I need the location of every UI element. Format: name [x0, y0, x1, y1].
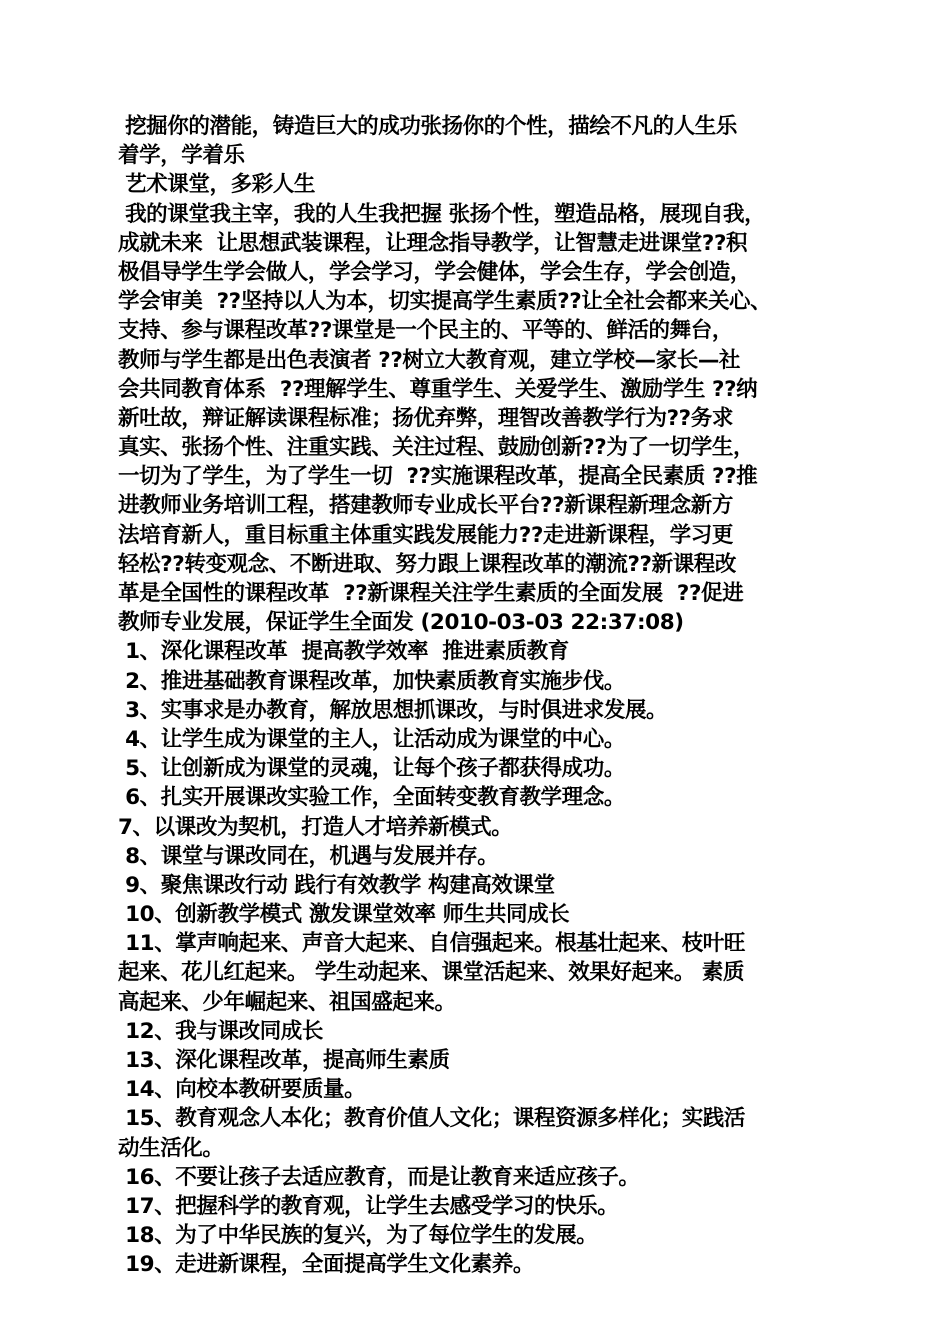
document-page — [118, 112, 830, 1280]
text-line-36: 动生活化。 — [118, 1135, 224, 1161]
text-line-32: 12、我与课改同成长 — [118, 1018, 324, 1044]
text-line-38: 17、把握科学的教育观，让学生去感受学习的快乐。 — [118, 1193, 619, 1219]
text-line-30: 起来、花儿红起来。 学生动起来、课堂活起来、效果好起来。 素质 — [118, 960, 745, 986]
text-line-5: 成就未来 让思想武装课程，让理念指导教学，让智慧走进课堂??积 — [118, 230, 748, 256]
text-line-39: 18、为了中华民族的复兴，为了每位学生的发展。 — [118, 1223, 598, 1249]
text-line-13: 一切为了学生，为了学生一切 ??实施课程改革，提高全民素质 ??推 — [118, 464, 758, 490]
text-line-20: 2、推进基础教育课程改革，加快素质教育实施步伐。 — [118, 668, 625, 694]
text-line-11: 新吐故，辩证解读课程标准；扬优弃弊，理智改善教学行为??务求 — [118, 405, 733, 431]
text-line-24: 6、扎实开展课改实验工作，全面转变教育教学理念。 — [118, 785, 625, 811]
text-line-40: 19、走进新课程，全面提高学生文化素养。 — [118, 1252, 535, 1278]
text-line-26: 8、课堂与课改同在，机遇与发展并存。 — [118, 843, 499, 869]
text-line-7: 学会审美 ??坚持以人为本，切实提高学生素质??让全社会都来关心、 — [118, 289, 772, 315]
text-line-4: 我的课堂我主宰，我的人生我把握 张扬个性，塑造品格，展现自我， — [118, 201, 766, 227]
text-line-21: 3、实事求是办教育，解放思想抓课改，与时俱进求发展。 — [118, 697, 668, 723]
text-line-1: 挖掘你的潜能，铸造巨大的成功张扬你的个性，描绘不凡的人生乐 — [118, 114, 737, 139]
text-line-16: 轻松??转变观念、不断进取、努力跟上课程改革的潮流??新课程改 — [118, 551, 736, 577]
text-line-23: 5、让创新成为课堂的灵魂，让每个孩子都获得成功。 — [118, 756, 625, 782]
text-line-34: 14、向校本教研要质量。 — [118, 1077, 366, 1103]
text-line-17: 革是全国性的课程改革 ??新课程关注学生素质的全面发展 ??促进 — [118, 581, 744, 606]
text-line-29: 11、掌声响起来、声音大起来、自信强起来。根基壮起来、枝叶旺 — [118, 931, 746, 957]
text-line-22: 4、让学生成为课堂的主人，让活动成为课堂的中心。 — [118, 726, 625, 752]
text-line-3: 艺术课堂，多彩人生 — [118, 172, 315, 198]
text-line-6: 极倡导学生学会做人，学会学习，学会健体，学会生存，学会创造， — [118, 259, 752, 285]
text-line-25: 7、以课改为契机，打造人才培养新模式。 — [118, 814, 513, 840]
text-line-2: 着学，学着乐 — [118, 143, 245, 169]
text-line-8: 支持、参与课程改革??课堂是一个民主的、平等的、鲜活的舞台， — [118, 318, 733, 344]
text-line-14: 进教师业务培训工程，搭建教师专业成长平台??新课程新理念新方 — [118, 493, 733, 519]
text-line-10: 会共同教育体系 ??理解学生、尊重学生、关爱学生、激励学生 ??纳 — [118, 376, 758, 402]
text-line-9: 教师与学生都是出色表演者 ??树立大教育观，建立学校—家长—社 — [118, 347, 741, 373]
text-line-28: 10、创新教学模式 激发课堂效率 师生共同成长 — [118, 902, 570, 928]
text-line-33: 13、深化课程改革，提高师生素质 — [118, 1048, 450, 1073]
text-line-35: 15、教育观念人本化；教育价值人文化；课程资源多样化；实践活 — [118, 1106, 746, 1132]
text-line-15: 法培育新人，重目标重主体重实践发展能力??走进新课程，学习更 — [118, 522, 733, 548]
text-line-27: 9、聚焦课改行动 践行有效教学 构建高效课堂 — [118, 872, 555, 898]
text-line-31: 高起来、少年崛起来、祖国盛起来。 — [118, 989, 456, 1015]
text-line-18: 教师专业发展，保证学生全面发 (2010-03-03 22:37:08) — [118, 610, 684, 636]
text-line-37: 16、不要让孩子去适应教育，而是让教育来适应孩子。 — [118, 1164, 640, 1190]
text-line-19: 1、深化课程改革 提高教学效率 推进素质教育 — [118, 639, 569, 665]
text-line-12: 真实、张扬个性、注重实践、关注过程、鼓励创新??为了一切学生， — [118, 435, 755, 461]
